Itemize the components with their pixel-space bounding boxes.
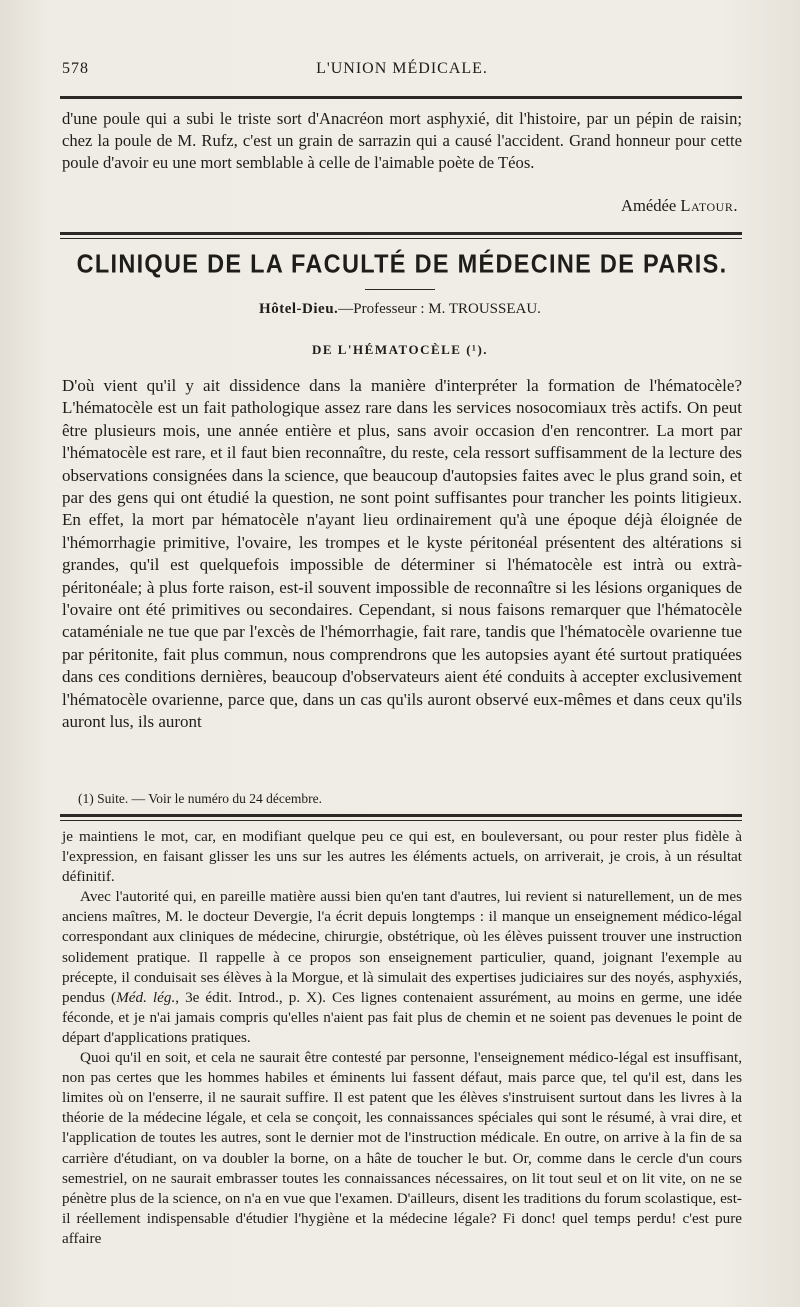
feuilleton-paragraph-1: je maintiens le mot, car, en modifiant quelque peu ce qui est, en bouleversant, ou pour rester plus fidèle à l'expression, en faisant glisser les uns sur les autres les éléments actuels, on arriverait, je crois, à un résultat définitif. bbox=[62, 828, 742, 886]
signature-last-name: Latour. bbox=[680, 196, 738, 215]
feuilleton-paragraph-2 bbox=[62, 887, 742, 1048]
section-rule-bottom bbox=[60, 238, 742, 239]
article-title: DE L'HÉMATOCÈLE (¹). bbox=[311, 342, 489, 357]
feuilleton-paragraph-3: Quoi qu'il en soit, et cela ne saurait être contesté par personne, l'enseignement médico-légal est insuffisant, non pas certes que les hommes habiles et éminents lui fassent défaut, mais parce que, tel qu'il est, dans les limites où on l'enserre, il ne saurait suffire. Il est patent que les élèves s'instruisent surtout dans les livres à la théorie de la médecine légale, et cela se conçoit, les connaissances spéciales qui sont le résumé, à vrai dire, et l'application de toutes les autres, sont le dernier mot de l'instruction médicale. En outre, on arrive à la fin de sa carrière d'étudiant, on va doubler la borne, on a hâte de toucher le but. Or, comme dans le cercle d'un cours semestriel, on ne saurait embrasser toutes les connaissances nécessaires, on lit tout seul et on lit vite, on ne se pénètre plus de la science, on n'a en vue que l'examen. D'ailleurs, disent les traditions du forum scolastique, est-il réellement indispensable d'étudier l'hygiène et la médecine légale? Fi donc! quel temps perdu! c'est pure affaire bbox=[62, 1049, 742, 1247]
clinic-subheading bbox=[0, 301, 800, 318]
intro-paragraph: d'une poule qui a subi le triste sort d'Anacréon mort asphyxié, dit l'histoire, par un pépin de raisin; chez la poule de M. Rufz, c'est un grain de sarrazin qui a causé l'accident. Grand honneur pour cette poule d'avoir eu une mort semblable à celle de l'aimable poète de Téos. bbox=[62, 109, 742, 173]
professor-name: —Professeur : M. TROUSSEAU. bbox=[338, 301, 541, 317]
section-rule-top bbox=[60, 232, 742, 235]
title-underline bbox=[365, 289, 435, 290]
journal-title: L'UNION MÉDICALE. bbox=[316, 60, 488, 77]
section-title: CLINIQUE DE LA FACULTÉ DE MÉDECINE DE PARIS. bbox=[76, 249, 728, 279]
signature bbox=[621, 196, 738, 216]
article-body: D'où vient qu'il y ait dissidence dans la manière d'interpréter la formation de l'hématocèle? L'hématocèle est un fait pathologique assez rare dans les services nosocomiaux très actifs. On peut être plusieurs mois, une année entière et plus, sans avoir occasion d'en rencontrer. La mort par l'hématocèle est rare, et il faut bien reconnaître, du reste, cela ressort suffisamment de la lecture des observations consignées dans la science, que beaucoup d'autopsies faites avec le plus grand soin, et par des gens qui ont étudié la question, ne sont point suffisantes pour trancher les points litigieux. En effet, la mort par hématocèle n'ayant lieu ordinairement qu'à une époque déjà éloignée de l'hémorrhagie primitive, l'ovaire, les trompes et le kyste péritonéal présentent des altérations si grandes, qu'il est quelquefois impossible de déterminer si l'hématocèle est intrà ou extrà-péritonéale; à plus forte raison, est-il souvent impossible de reconnaître si les lésions organiques de l'ovaire ont été primitives ou secondaires. Cependant, si nous faisons remarquer que l'hématocèle cataméniale ne tue que par l'excès de l'hémorrhagie, fait rare, tandis que l'hématocèle ovarienne tue par péritonite, fait plus commun, nous comprendrons que les autopsies ayant été surtout pratiquées dans ces conditions dernières, beaucoup d'observateurs aient été conduits à accepter exclusivement l'hématocèle ovarienne, parce que, dans un cas qu'ils auront observé eux-mêmes et dans ceux qu'ils auront lus, ils auront bbox=[62, 376, 742, 732]
citation: Méd. lég. bbox=[116, 988, 176, 1006]
page-header bbox=[62, 60, 742, 86]
feuilleton-rule-bottom bbox=[60, 820, 742, 821]
page-number: 578 bbox=[62, 60, 89, 77]
feuilleton-paragraph-2-end: , 3e édit. Introd., p. X). Ces lignes contenaient assurément, au moins en germe, une idée féconde, et je n'ai jamais compris qu'elles n'aient pas fait plus de chemin et ne soient pas devenues le point de départ d'applications pratiques. bbox=[62, 988, 742, 1046]
feuilleton-body bbox=[62, 827, 742, 1249]
feuilleton-rule-top bbox=[60, 814, 742, 817]
signature-first-name: Amédée bbox=[620, 196, 677, 215]
feuilleton-paragraph-2-start: Avec l'autorité qui, en pareille matière aussi bien qu'en tant d'autres, lui revient si naturellement, un de mes anciens maîtres, M. le docteur Devergie, l'a écrit depuis longtemps : il manque un enseignement médico-légal correspondant aux cliniques de médecine, chirurgie, obstétrique, où les élèves puissent trouver une instruction solidement pratique. Il rappelle à ce propos son enseignement particulier, quand, joignant l'exemple au précepte, il conduisait ses élèves à la Morgue, et là simulait des expertises judiciaires sur des noyés, asphyxiés, pendus ( bbox=[62, 888, 742, 1006]
hospital-name: Hôtel-Dieu. bbox=[259, 301, 339, 317]
footnote: (1) Suite. — Voir le numéro du 24 décembre. bbox=[78, 791, 322, 806]
header-rule bbox=[60, 96, 742, 99]
